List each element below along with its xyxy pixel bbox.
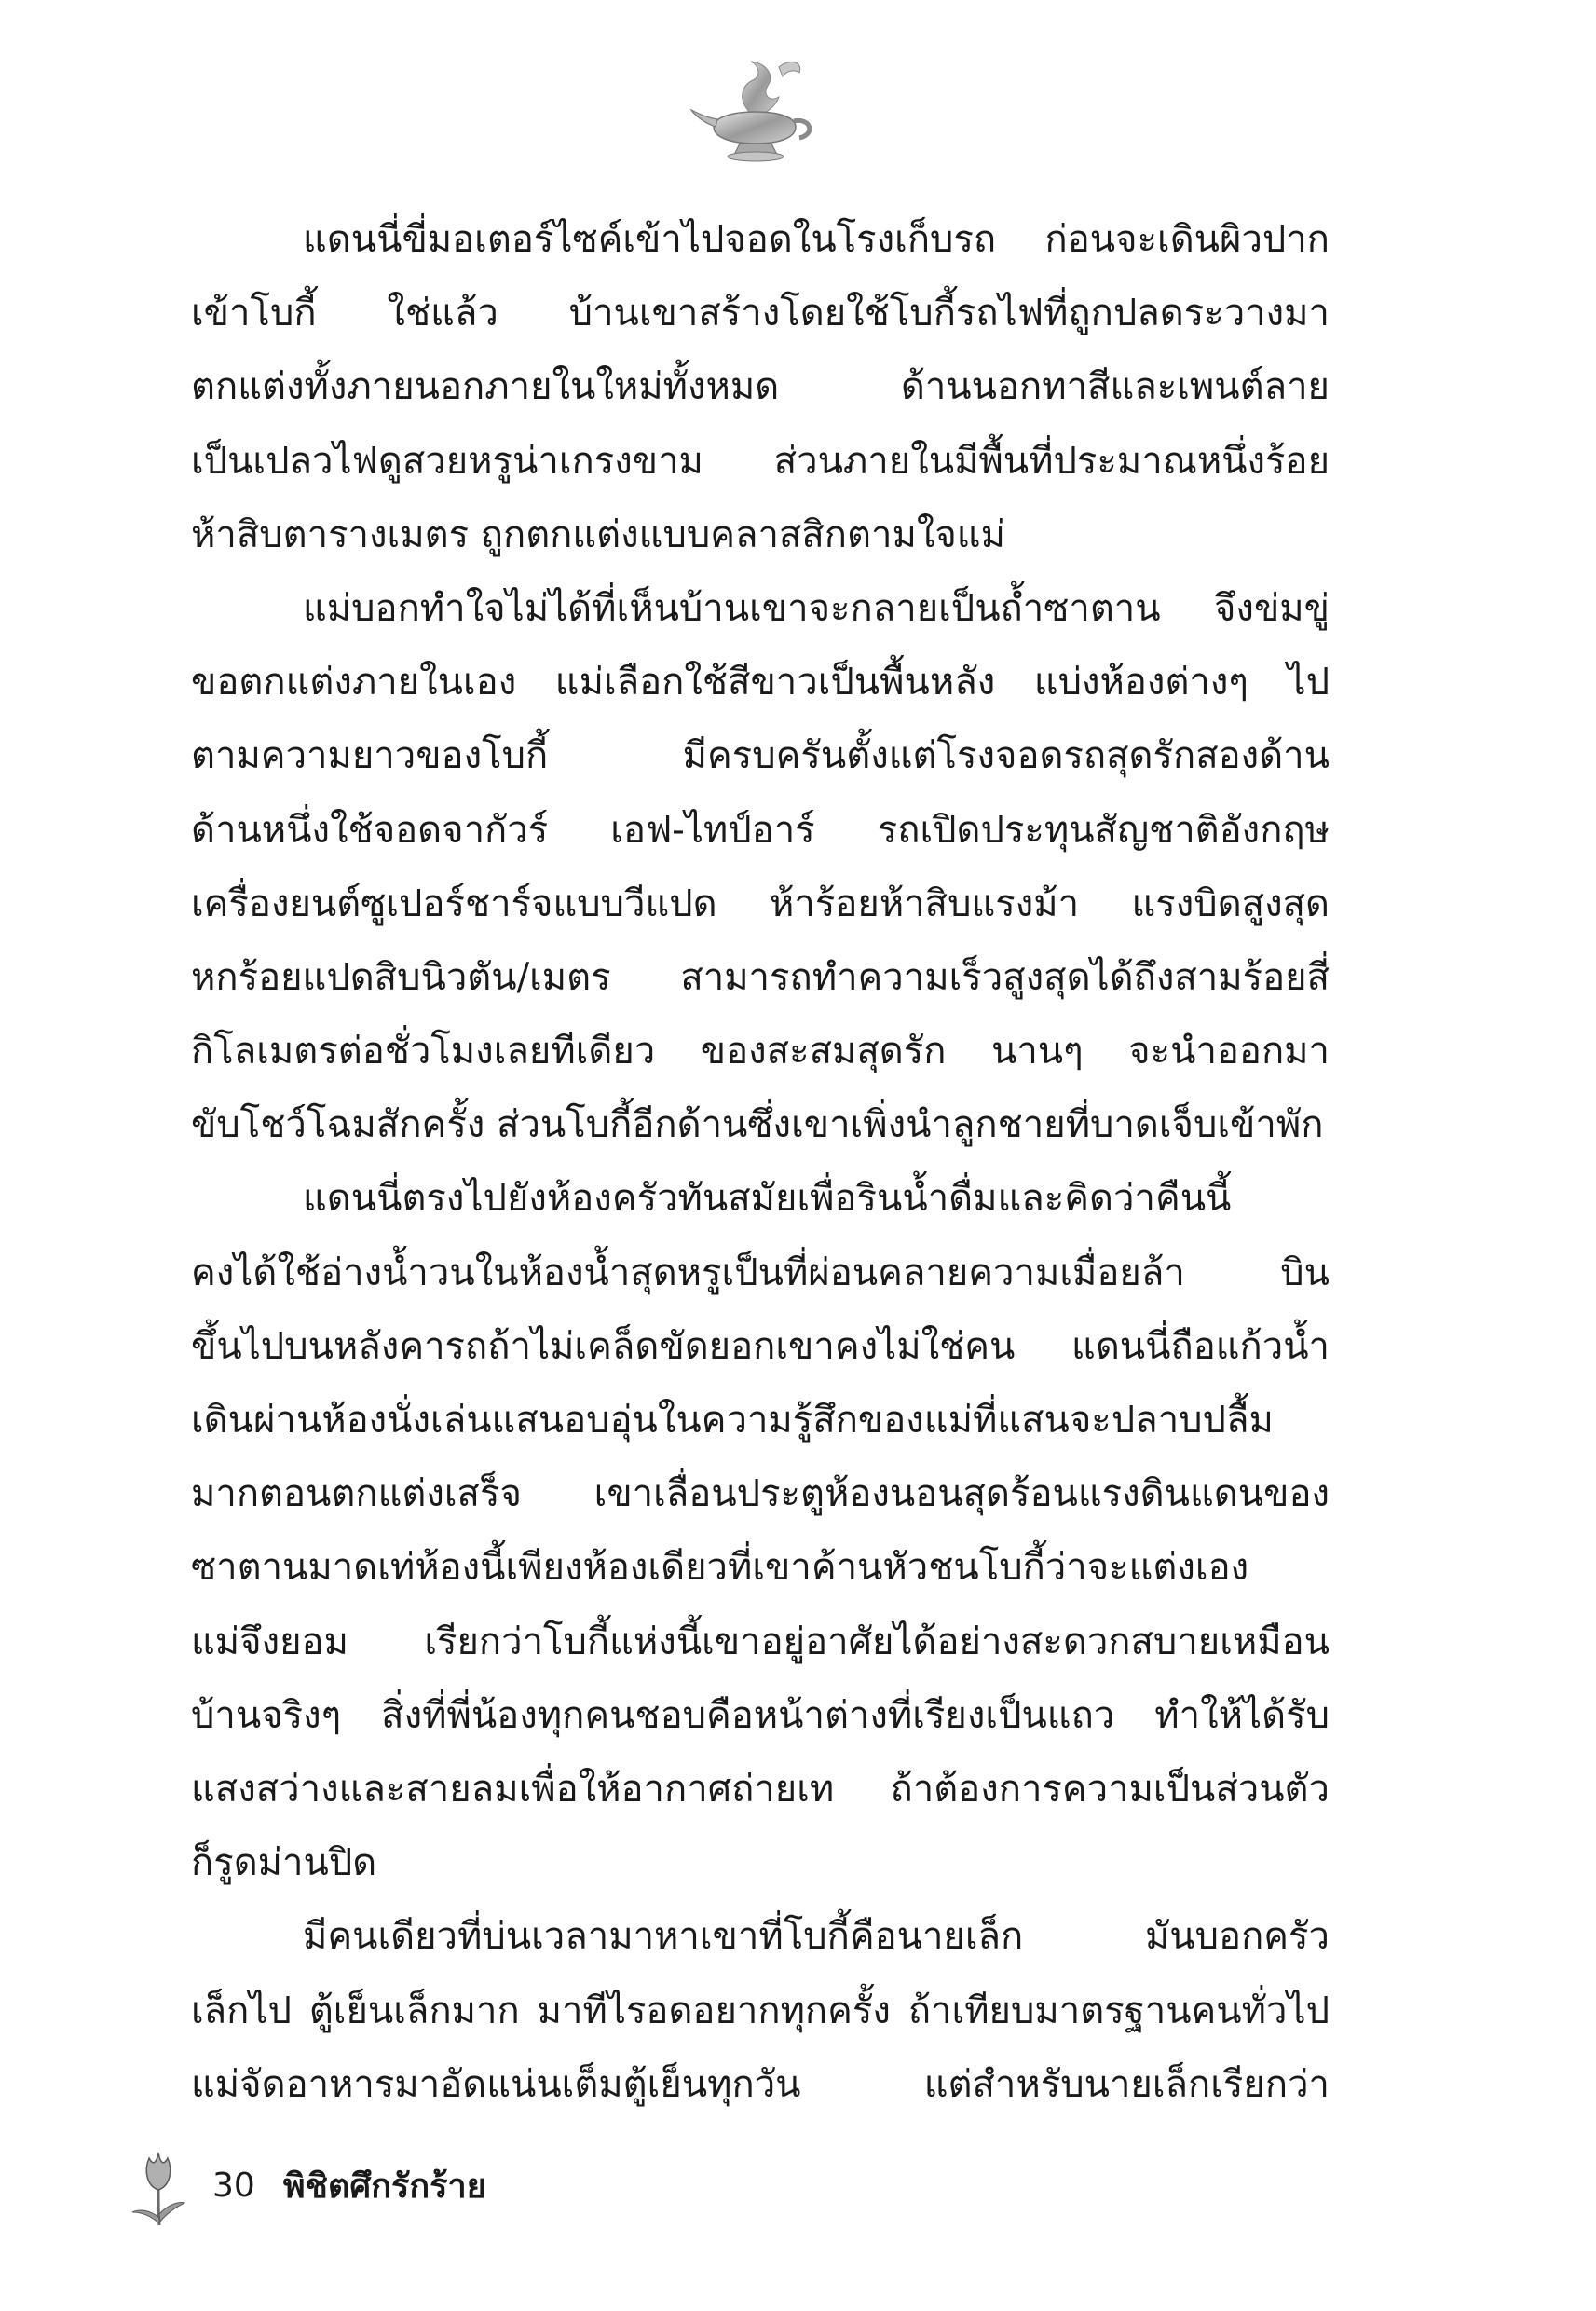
text-line: ตามความยาวของโบกี้ มีครบครันตั้งแต่โรงจอดรถสุดรักสองด้าน [191,734,1330,778]
text-line: เป็นเปลวไฟดูสวยหรูน่าเกรงขาม ส่วนภายในมีพื้นที่ประมาณหนึ่งร้อย [191,439,1330,483]
text-line: มีคนเดียวที่บ่นเวลามาหาเขาที่โบกี้คือนายเล็ก มันบอกครัว [303,1915,1330,1959]
text-line: แม่บอกทำใจไม่ได้ที่เห็นบ้านเขาจะกลายเป็นถ้ำซาตาน จึงข่มขู่ [303,586,1330,630]
text-line: ขึ้นไปบนหลังคารถถ้าไม่เคล็ดขัดยอกเขาคงไม่ใช่คน แดนนี่ถือแก้วน้ำ [191,1324,1330,1368]
text-line: แม่จัดอาหารมาอัดแน่นเต็มตู้เย็นทุกวัน แต่สำหรับนายเล็กเรียกว่า [191,2062,1330,2106]
paragraph [191,1900,1330,2122]
text-line: เล็กไป ตู้เย็นเล็กมาก มาทีไรอดอยากทุกครั้ง ถ้าเทียบมาตรฐานคนทั่วไป [191,1989,1330,2032]
genie-lamp-icon [686,48,825,170]
text-line: ด้านหนึ่งใช้จอดจากัวร์ เอฟ-ไทป์อาร์ รถเปิดประทุนสัญชาติอังกฤษ [191,808,1330,852]
paragraph [191,203,1330,572]
text-line: เข้าโบกี้ ใช่แล้ว บ้านเขาสร้างโดยใช้โบกี้รถไฟที่ถูกปลดระวางมา [191,292,1330,335]
text-line: ขับโชว์โฉมสักครั้ง ส่วนโบกี้อีกด้านซึ่งเขาเพิ่งนำลูกชายที่บาดเจ็บเข้าพัก [191,1103,1324,1147]
text-line: เดินผ่านห้องนั่งเล่นแสนอบอุ่นในความรู้สึกของแม่ที่แสนจะปลาบปลื้ม [191,1399,1274,1442]
page-number: 30 [212,2166,255,2205]
body-text [191,203,1330,2122]
page-footer [130,2143,486,2227]
text-line: ห้าสิบตารางเมตร ถูกตกแต่งแบบคลาสสิกตามใจแม่ [191,513,1005,556]
book-title: พิชิตศึกรักร้าย [282,2167,486,2206]
text-line: ตกแต่งทั้งภายนอกภายในใหม่ทั้งหมด ด้านนอกทาสีและเพนต์ลาย [191,365,1330,409]
paragraph [191,572,1330,1163]
text-line: หกร้อยแปดสิบนิวตัน/เมตร สามารถทำความเร็วสูงสุดได้ถึงสามร้อยสี่ [191,955,1330,999]
text-line: แดนนี่ตรงไปยังห้องครัวทันสมัยเพื่อรินน้ำดื่มและคิดว่าคืนนี้ [303,1177,1232,1221]
text-line: มากตอนตกแต่งเสร็จ เขาเลื่อนประตูห้องนอนสุดร้อนแรงดินแดนของ [191,1472,1330,1516]
text-line: เครื่องยนต์ซูเปอร์ชาร์จแบบวีแปด ห้าร้อยห้าสิบแรงม้า แรงบิดสูงสุด [191,882,1330,925]
text-line: แสงสว่างและสายลมเพื่อให้อากาศถ่ายเท ถ้าต้องการความเป็นส่วนตัว [191,1767,1330,1811]
text-line: แดนนี่ขี่มอเตอร์ไซค์เข้าไปจอดในโรงเก็บรถ ก่อนจะเดินผิวปาก [303,218,1330,261]
text-line: แม่จึงยอม เรียกว่าโบกี้แห่งนี้เขาอยู่อาศัยได้อย่างสะดวกสบายเหมือน [191,1620,1330,1663]
text-line: ซาตานมาดเท่ห้องนี้เพียงห้องเดียวที่เขาค้านหัวชนโบกี้ว่าจะแต่งเอง [191,1546,1249,1590]
text-line: บ้านจริงๆ สิ่งที่พี่น้องทุกคนชอบคือหน้าต่างที่เรียงเป็นแถว ทำให้ได้รับ [191,1693,1330,1737]
tulip-flower-icon [130,2143,186,2227]
text-line: กิโลเมตรต่อชั่วโมงเลยทีเดียว ของสะสมสุดรัก นานๆ จะนำออกมา [191,1030,1330,1073]
text-line: คงได้ใช้อ่างน้ำวนในห้องน้ำสุดหรูเป็นที่ผ่อนคลายความเมื่อยล้า บิน [191,1251,1330,1294]
text-line: ขอตกแต่งภายในเอง แม่เลือกใช้สีขาวเป็นพื้นหลัง แบ่งห้องต่างๆ ไป [191,661,1330,704]
text-line: ก็รูดม่านปิด [191,1841,377,1885]
paragraph [191,1162,1330,1900]
